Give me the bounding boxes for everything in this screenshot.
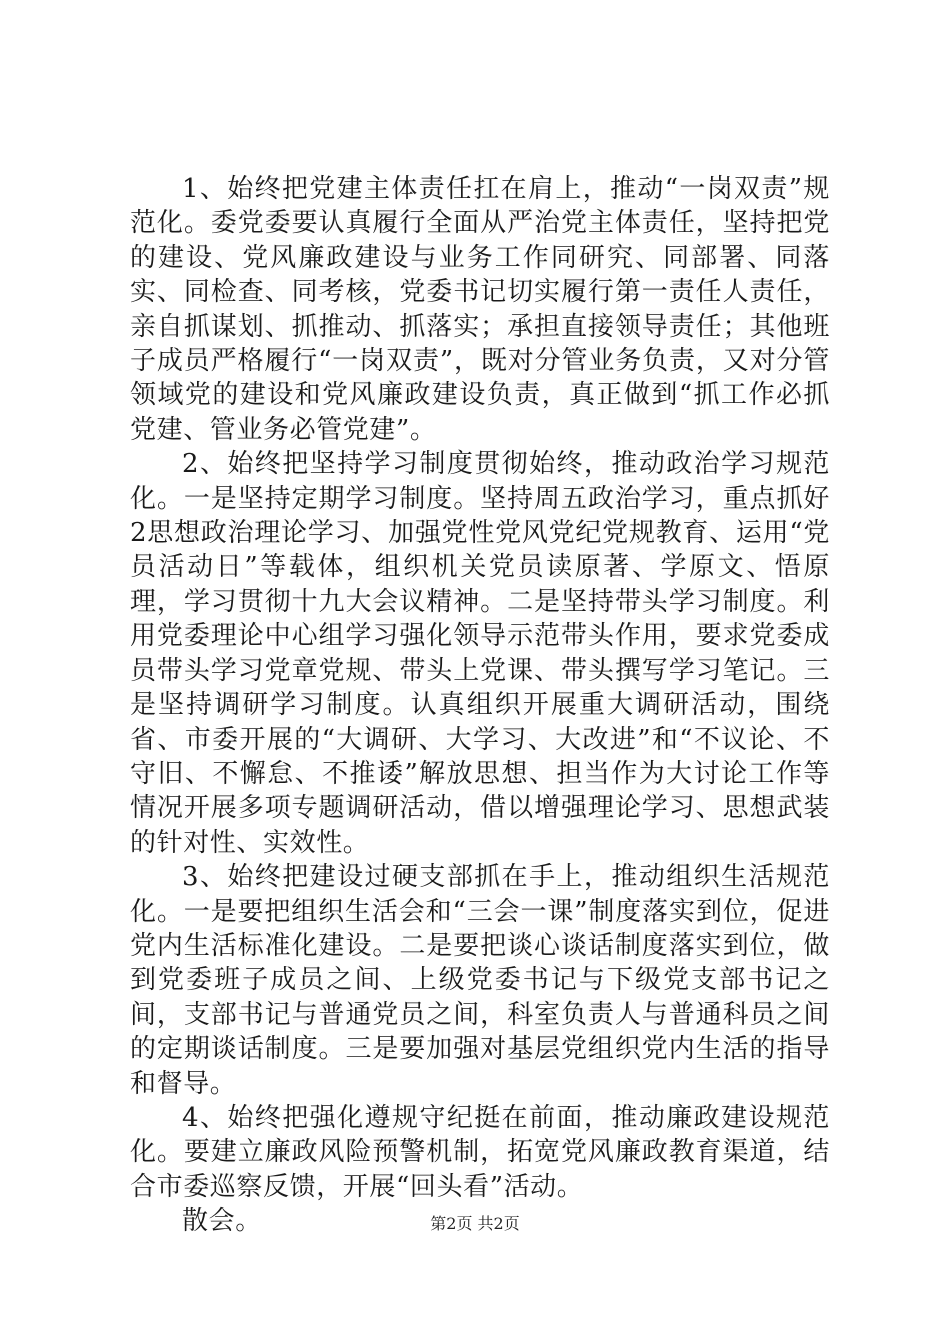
document-body: [130, 172, 830, 1239]
closing-line: 散会。: [182, 1206, 262, 1237]
paragraph-1: 1、始终把党建主体责任扛在肩上，推动“一岗双责”规范化。委党委要认真履行全面从严治党主体责任，坚持把党的建设、党风廉政建设与业务工作同研究、同部署、同落实、同检查、同考核，党委书记切实履行第一责任人责任，亲自抓谋划、抓推动、抓落实；承担直接领导责任；其他班子成员严格履行“一岗双责”，既对分管业务负责，又对分管领域党的建设和党风廉政建设负责，真正做到“抓工作必抓党建、管业务必管党建”。: [130, 174, 830, 445]
paragraph-3: 3、始终把建设过硬支部抓在手上，推动组织生活规范化。一是要把组织生活会和“三会一课”制度落实到位，促进党内生活标准化建设。二是要把谈心谈话制度落实到位，做到党委班子成员之间、上级党委书记与下级党支部书记之间，支部书记与普通党员之间，科室负责人与普通科员之间的定期谈话制度。三是要加强对基层党组织党内生活的指导和督导。: [130, 862, 830, 1099]
page-number-footer: 第2页 共2页: [430, 1214, 520, 1233]
paragraph-2: 2、始终把坚持学习制度贯彻始终，推动政治学习规范化。一是坚持定期学习制度。坚持周五政治学习，重点抓好2思想政治理论学习、加强党性党风党纪党规教育、运用“党员活动日”等载体，组织机关党员读原著、学原文、悟原理，学习贯彻十九大会议精神。二是坚持带头学习制度。利用党委理论中心组学习强化领导示范带头作用，要求党委成员带头学习党章党规、带头上党课、带头撰写学习笔记。三是坚持调研学习制度。认真组织开展重大调研活动，围绕省、市委开展的“大调研、大学习、大改进”和“不议论、不守旧、不懈怠、不推诿”解放思想、担当作为大讨论工作等情况开展多项专题调研活动，借以增强理论学习、思想武装的针对性、实效性。: [130, 449, 830, 858]
paragraph-4: 4、始终把强化遵规守纪挺在前面，推动廉政建设规范化。要建立廉政风险预警机制，拓宽党风廉政教育渠道，结合市委巡察反馈，开展“回头看”活动。: [130, 1102, 830, 1202]
